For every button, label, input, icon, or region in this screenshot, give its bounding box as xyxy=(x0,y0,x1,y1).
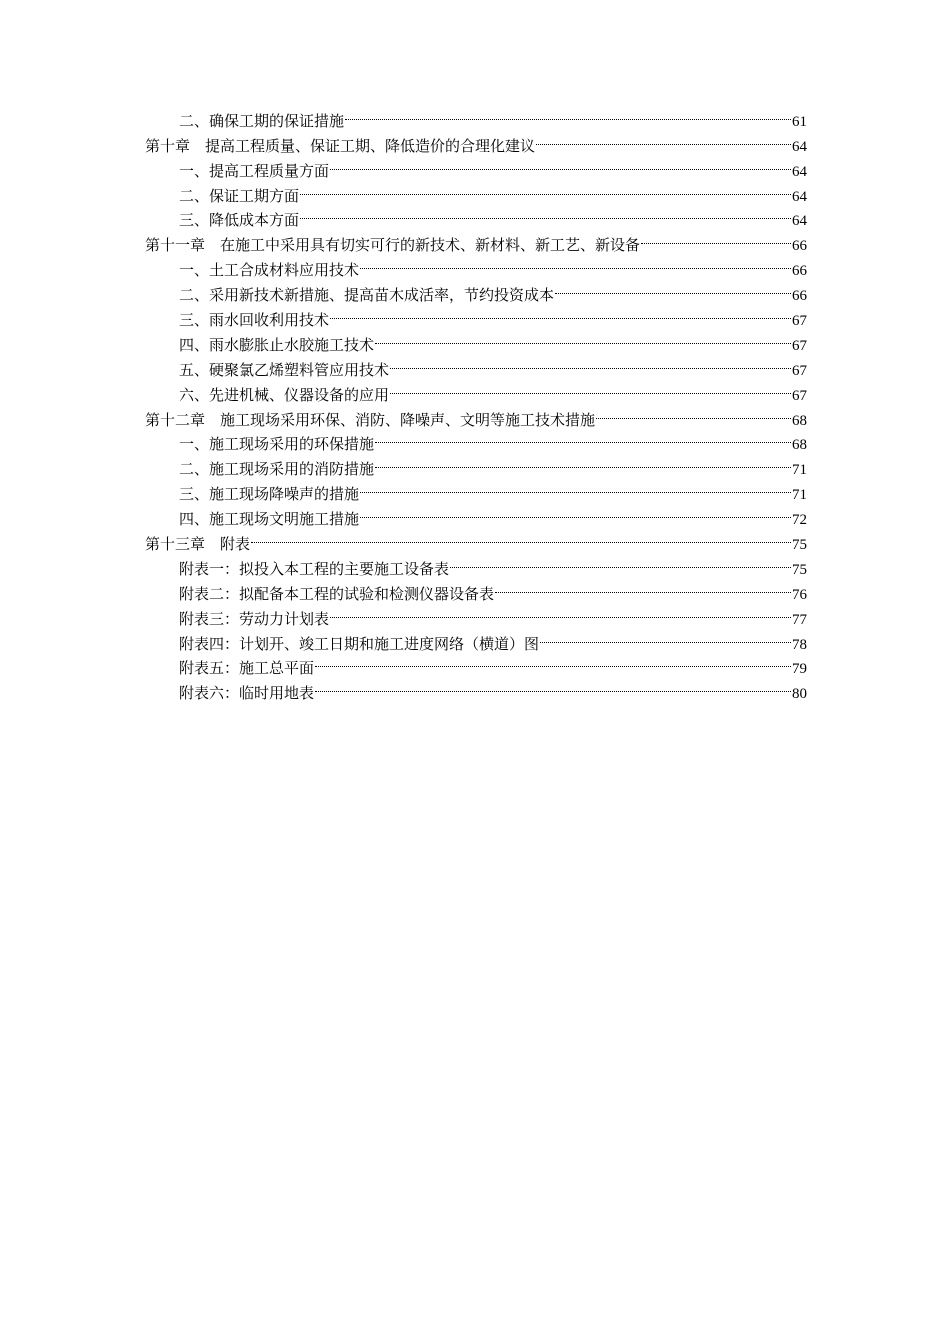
toc-page-number: 66 xyxy=(792,263,807,280)
toc-entry-title: 第十二章 施工现场采用环保、消防、降噪声、文明等施工技术措施 xyxy=(145,410,596,429)
toc-page-number: 66 xyxy=(792,288,807,305)
toc-entry-title: 第十三章 附表 xyxy=(145,535,251,554)
toc-page-number: 80 xyxy=(792,686,807,703)
dot-leader xyxy=(641,225,791,250)
dot-leader xyxy=(345,101,791,126)
toc-page-number: 67 xyxy=(792,387,807,404)
table-of-contents xyxy=(145,101,807,703)
toc-entry-title: 二、采用新技术新措施、提高苗木成活率，节约投资成本 xyxy=(179,286,555,305)
toc-section-entry[interactable] xyxy=(145,101,807,130)
toc-page-number: 68 xyxy=(792,412,807,429)
toc-entry-title: 三、降低成本方面 xyxy=(179,211,300,230)
toc-page-number: 75 xyxy=(792,561,807,578)
toc-page-number: 61 xyxy=(792,113,807,130)
toc-entry-title: 二、保证工期方面 xyxy=(179,186,300,205)
dot-leader xyxy=(330,300,791,325)
toc-page-number: 79 xyxy=(792,661,807,678)
toc-entry-title: 第十章 提高工程质量、保证工期、降低造价的合理化建议 xyxy=(145,136,536,155)
dot-leader xyxy=(315,649,791,674)
toc-page-number: 64 xyxy=(792,163,807,180)
toc-entry-title: 四、施工现场文明施工措施 xyxy=(179,510,360,529)
dot-leader xyxy=(536,126,791,151)
toc-page-number: 76 xyxy=(792,586,807,603)
toc-entry-title: 三、施工现场降噪声的措施 xyxy=(179,485,360,504)
toc-page-number: 64 xyxy=(792,188,807,205)
toc-page-number: 67 xyxy=(792,362,807,379)
toc-entry-title: 六、先进机械、仪器设备的应用 xyxy=(179,385,390,404)
toc-entry-title: 附表六：临时用地表 xyxy=(179,684,315,703)
dot-leader xyxy=(390,350,791,375)
dot-leader xyxy=(360,250,791,275)
dot-leader xyxy=(450,549,791,574)
dot-leader xyxy=(300,176,791,201)
toc-entry-title: 二、确保工期的保证措施 xyxy=(179,111,345,130)
toc-page-number: 72 xyxy=(792,512,807,529)
dot-leader xyxy=(251,524,791,549)
toc-entry-title: 五、硬聚氯乙烯塑料管应用技术 xyxy=(179,360,390,379)
toc-entry-title: 一、施工现场采用的环保措施 xyxy=(179,435,375,454)
toc-entry-title: 附表一：拟投入本工程的主要施工设备表 xyxy=(179,559,450,578)
toc-entry-title: 一、提高工程质量方面 xyxy=(179,161,330,180)
dot-leader xyxy=(390,375,791,400)
toc-page-number: 64 xyxy=(792,138,807,155)
toc-entry-title: 二、施工现场采用的消防措施 xyxy=(179,460,375,479)
toc-entry-title: 三、雨水回收利用技术 xyxy=(179,311,330,330)
toc-entry-title: 附表五：施工总平面 xyxy=(179,659,315,678)
toc-page-number: 68 xyxy=(792,437,807,454)
dot-leader xyxy=(555,275,791,300)
toc-page-number: 71 xyxy=(792,462,807,479)
dot-leader xyxy=(330,151,791,176)
toc-entry-title: 附表二：拟配备本工程的试验和检测仪器设备表 xyxy=(179,584,495,603)
dot-leader xyxy=(360,474,791,499)
toc-page-number: 71 xyxy=(792,487,807,504)
dot-leader xyxy=(360,499,791,524)
dot-leader xyxy=(375,425,791,450)
toc-entry-title: 一、土工合成材料应用技术 xyxy=(179,261,360,280)
toc-page-number: 67 xyxy=(792,337,807,354)
dot-leader xyxy=(495,574,791,599)
toc-page-number: 78 xyxy=(792,636,807,653)
toc-page-number: 75 xyxy=(792,537,807,554)
dot-leader xyxy=(375,325,791,350)
toc-page-number: 67 xyxy=(792,313,807,330)
toc-entry-title: 第十一章 在施工中采用具有切实可行的新技术、新材料、新工艺、新设备 xyxy=(145,236,641,255)
toc-entry-title: 附表三：劳动力计划表 xyxy=(179,609,330,628)
dot-leader xyxy=(300,201,791,226)
dot-leader xyxy=(375,449,791,474)
dot-leader xyxy=(540,624,791,649)
dot-leader xyxy=(330,599,791,624)
toc-page-number: 77 xyxy=(792,611,807,628)
toc-entry-title: 四、雨水膨胀止水胶施工技术 xyxy=(179,335,375,354)
dot-leader xyxy=(596,400,791,425)
toc-page-number: 66 xyxy=(792,238,807,255)
dot-leader xyxy=(315,673,791,698)
toc-entry-title: 附表四：计划开、竣工日期和施工进度网络（横道）图 xyxy=(179,634,540,653)
toc-page-number: 64 xyxy=(792,213,807,230)
